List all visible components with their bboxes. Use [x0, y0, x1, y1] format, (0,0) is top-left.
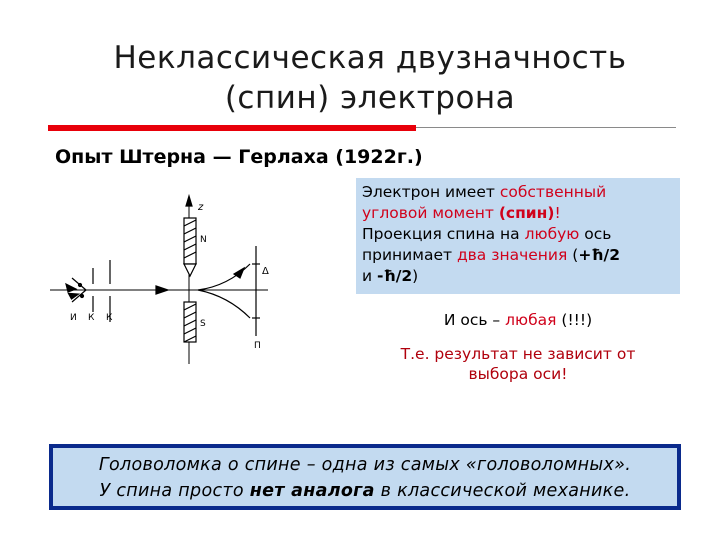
info-line-3: Проекция спина на любую ось — [362, 225, 612, 243]
screen-label: П — [254, 341, 261, 351]
north-pole-label: N — [200, 235, 207, 245]
info-line-4: принимает два значения (+ħ/2 — [362, 246, 620, 264]
result-note — [356, 344, 680, 384]
spin-info-box — [356, 178, 680, 294]
title-line-2: (спин) электрона — [224, 80, 516, 116]
slit-label-1: К — [88, 313, 95, 323]
south-pole-label: S — [200, 319, 206, 329]
delta-label: Δ — [262, 266, 269, 277]
title-divider-accent — [48, 125, 416, 131]
puzzle-line-2: У спина просто нет аналога в классической механике. — [99, 481, 631, 501]
stern-gerlach-figure — [38, 186, 300, 382]
title-line-1: Неклассическая двузначность — [113, 40, 627, 76]
puzzle-line-1: Головоломка о спине – одна из самых «головоломных». — [98, 455, 632, 475]
experiment-heading: Опыт Штерна — Герлаха (1922г.) — [55, 146, 423, 168]
source-label: И — [70, 313, 77, 323]
apparatus-diagram — [38, 186, 300, 382]
any-axis-note: И ось – любая (!!!) — [443, 311, 593, 329]
slit-label-2: К — [106, 313, 113, 323]
slide-title — [40, 38, 700, 118]
info-line-2: угловой момент (спин)! — [362, 204, 561, 222]
z-axis-label: z — [198, 202, 204, 213]
info-line-5: и -ħ/2) — [362, 267, 419, 285]
info-line-1: Электрон имеет собственный — [362, 183, 607, 201]
result-line-1: Т.е. результат не зависит от — [400, 345, 636, 363]
spin-puzzle-box — [49, 444, 681, 510]
result-line-2: выбора оси! — [468, 365, 568, 383]
